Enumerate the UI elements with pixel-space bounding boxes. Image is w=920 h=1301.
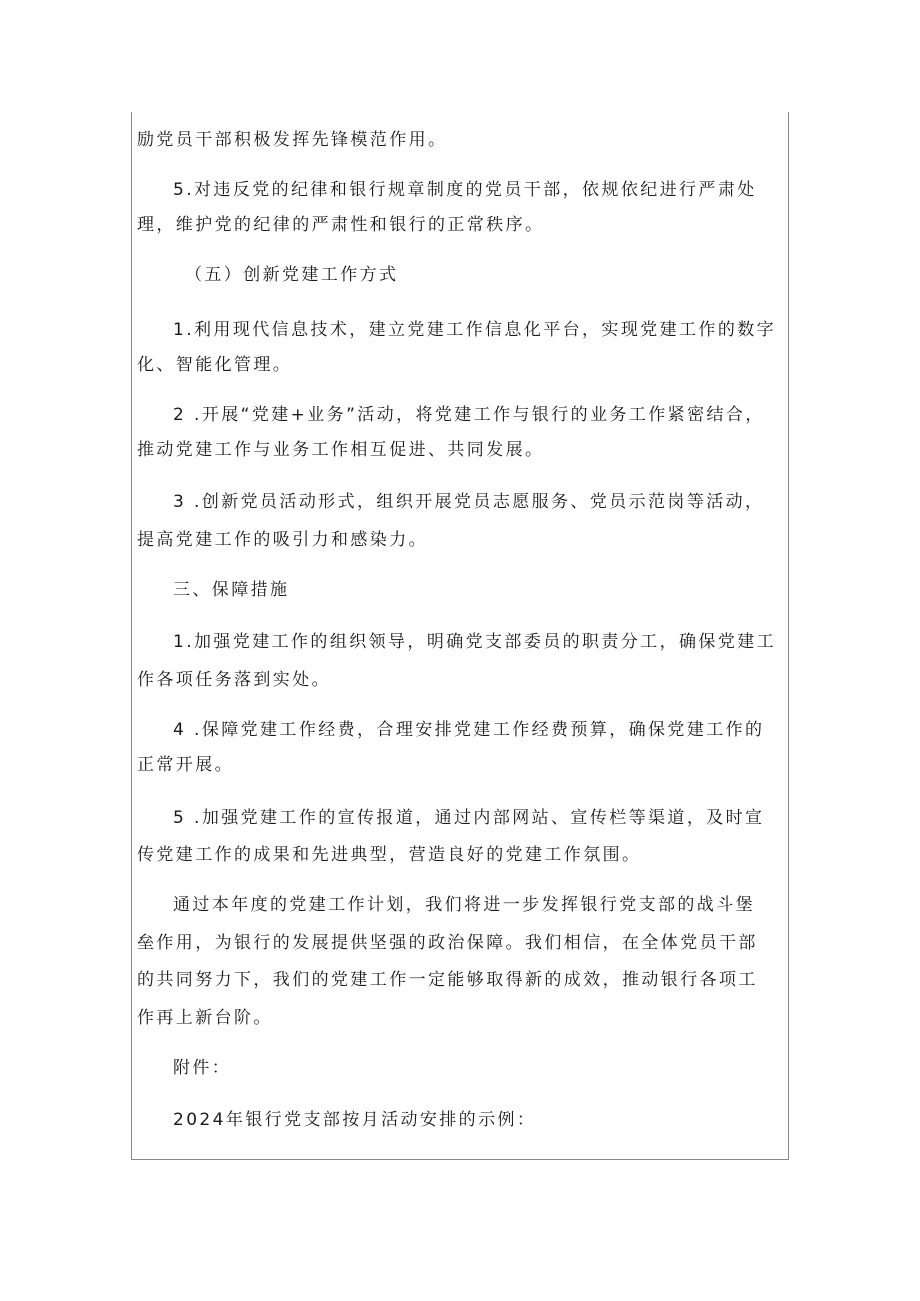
section-heading: （五）创新党建工作方式 bbox=[185, 265, 399, 285]
text-line: 3 .创新党员活动形式，组织开展党员志愿服务、党员示范岗等活动， bbox=[173, 492, 765, 512]
text-line: 提高党建工作的吸引力和感染力。 bbox=[137, 530, 428, 550]
attachment-title: 2024年银行党支部按月活动安排的示例： bbox=[173, 1110, 537, 1130]
text-line: 5 .加强党建工作的宣传报道，通过内部网站、宣传栏等渠道，及时宣 bbox=[173, 808, 765, 828]
text-line: 通过本年度的党建工作计划，我们将进一步发挥银行党支部的战斗堡 bbox=[173, 895, 755, 915]
text-line: 1.加强党建工作的组织领导，明确党支部委员的职责分工，确保党建工 bbox=[173, 632, 777, 652]
text-line: 理，维护党的纪律的严肃性和银行的正常秩序。 bbox=[137, 215, 545, 235]
text-line: 励党员干部积极发挥先锋模范作用。 bbox=[137, 130, 448, 150]
text-line: 1.利用现代信息技术，建立党建工作信息化平台，实现党建工作的数字 bbox=[173, 320, 777, 340]
text-line: 4 .保障党建工作经费，合理安排党建工作经费预算，确保党建工作的 bbox=[173, 720, 765, 740]
text-line: 传党建工作的成果和先进典型，营造良好的党建工作氛围。 bbox=[137, 845, 642, 865]
text-line: 2 .开展“党建+业务”活动，将党建工作与银行的业务工作紧密结合， bbox=[173, 405, 765, 425]
text-line: 正常开展。 bbox=[137, 755, 234, 775]
text-line: 垒作用，为银行的发展提供坚强的政治保障。我们相信，在全体党员干部 bbox=[137, 933, 758, 953]
section-heading: 三、保障措施 bbox=[173, 580, 290, 600]
text-line: 的共同努力下，我们的党建工作一定能够取得新的成效，推动银行各项工 bbox=[137, 970, 758, 990]
text-line: 化、智能化管理。 bbox=[137, 355, 293, 375]
text-line: 推动党建工作与业务工作相互促进、共同发展。 bbox=[137, 440, 545, 460]
text-line: 作再上新台阶。 bbox=[137, 1008, 273, 1028]
text-line: 作各项任务落到实处。 bbox=[137, 670, 331, 690]
text-line: 5.对违反党的纪律和银行规章制度的党员干部，依规依纪进行严肃处 bbox=[173, 180, 757, 200]
attachment-label: 附件： bbox=[173, 1058, 232, 1078]
